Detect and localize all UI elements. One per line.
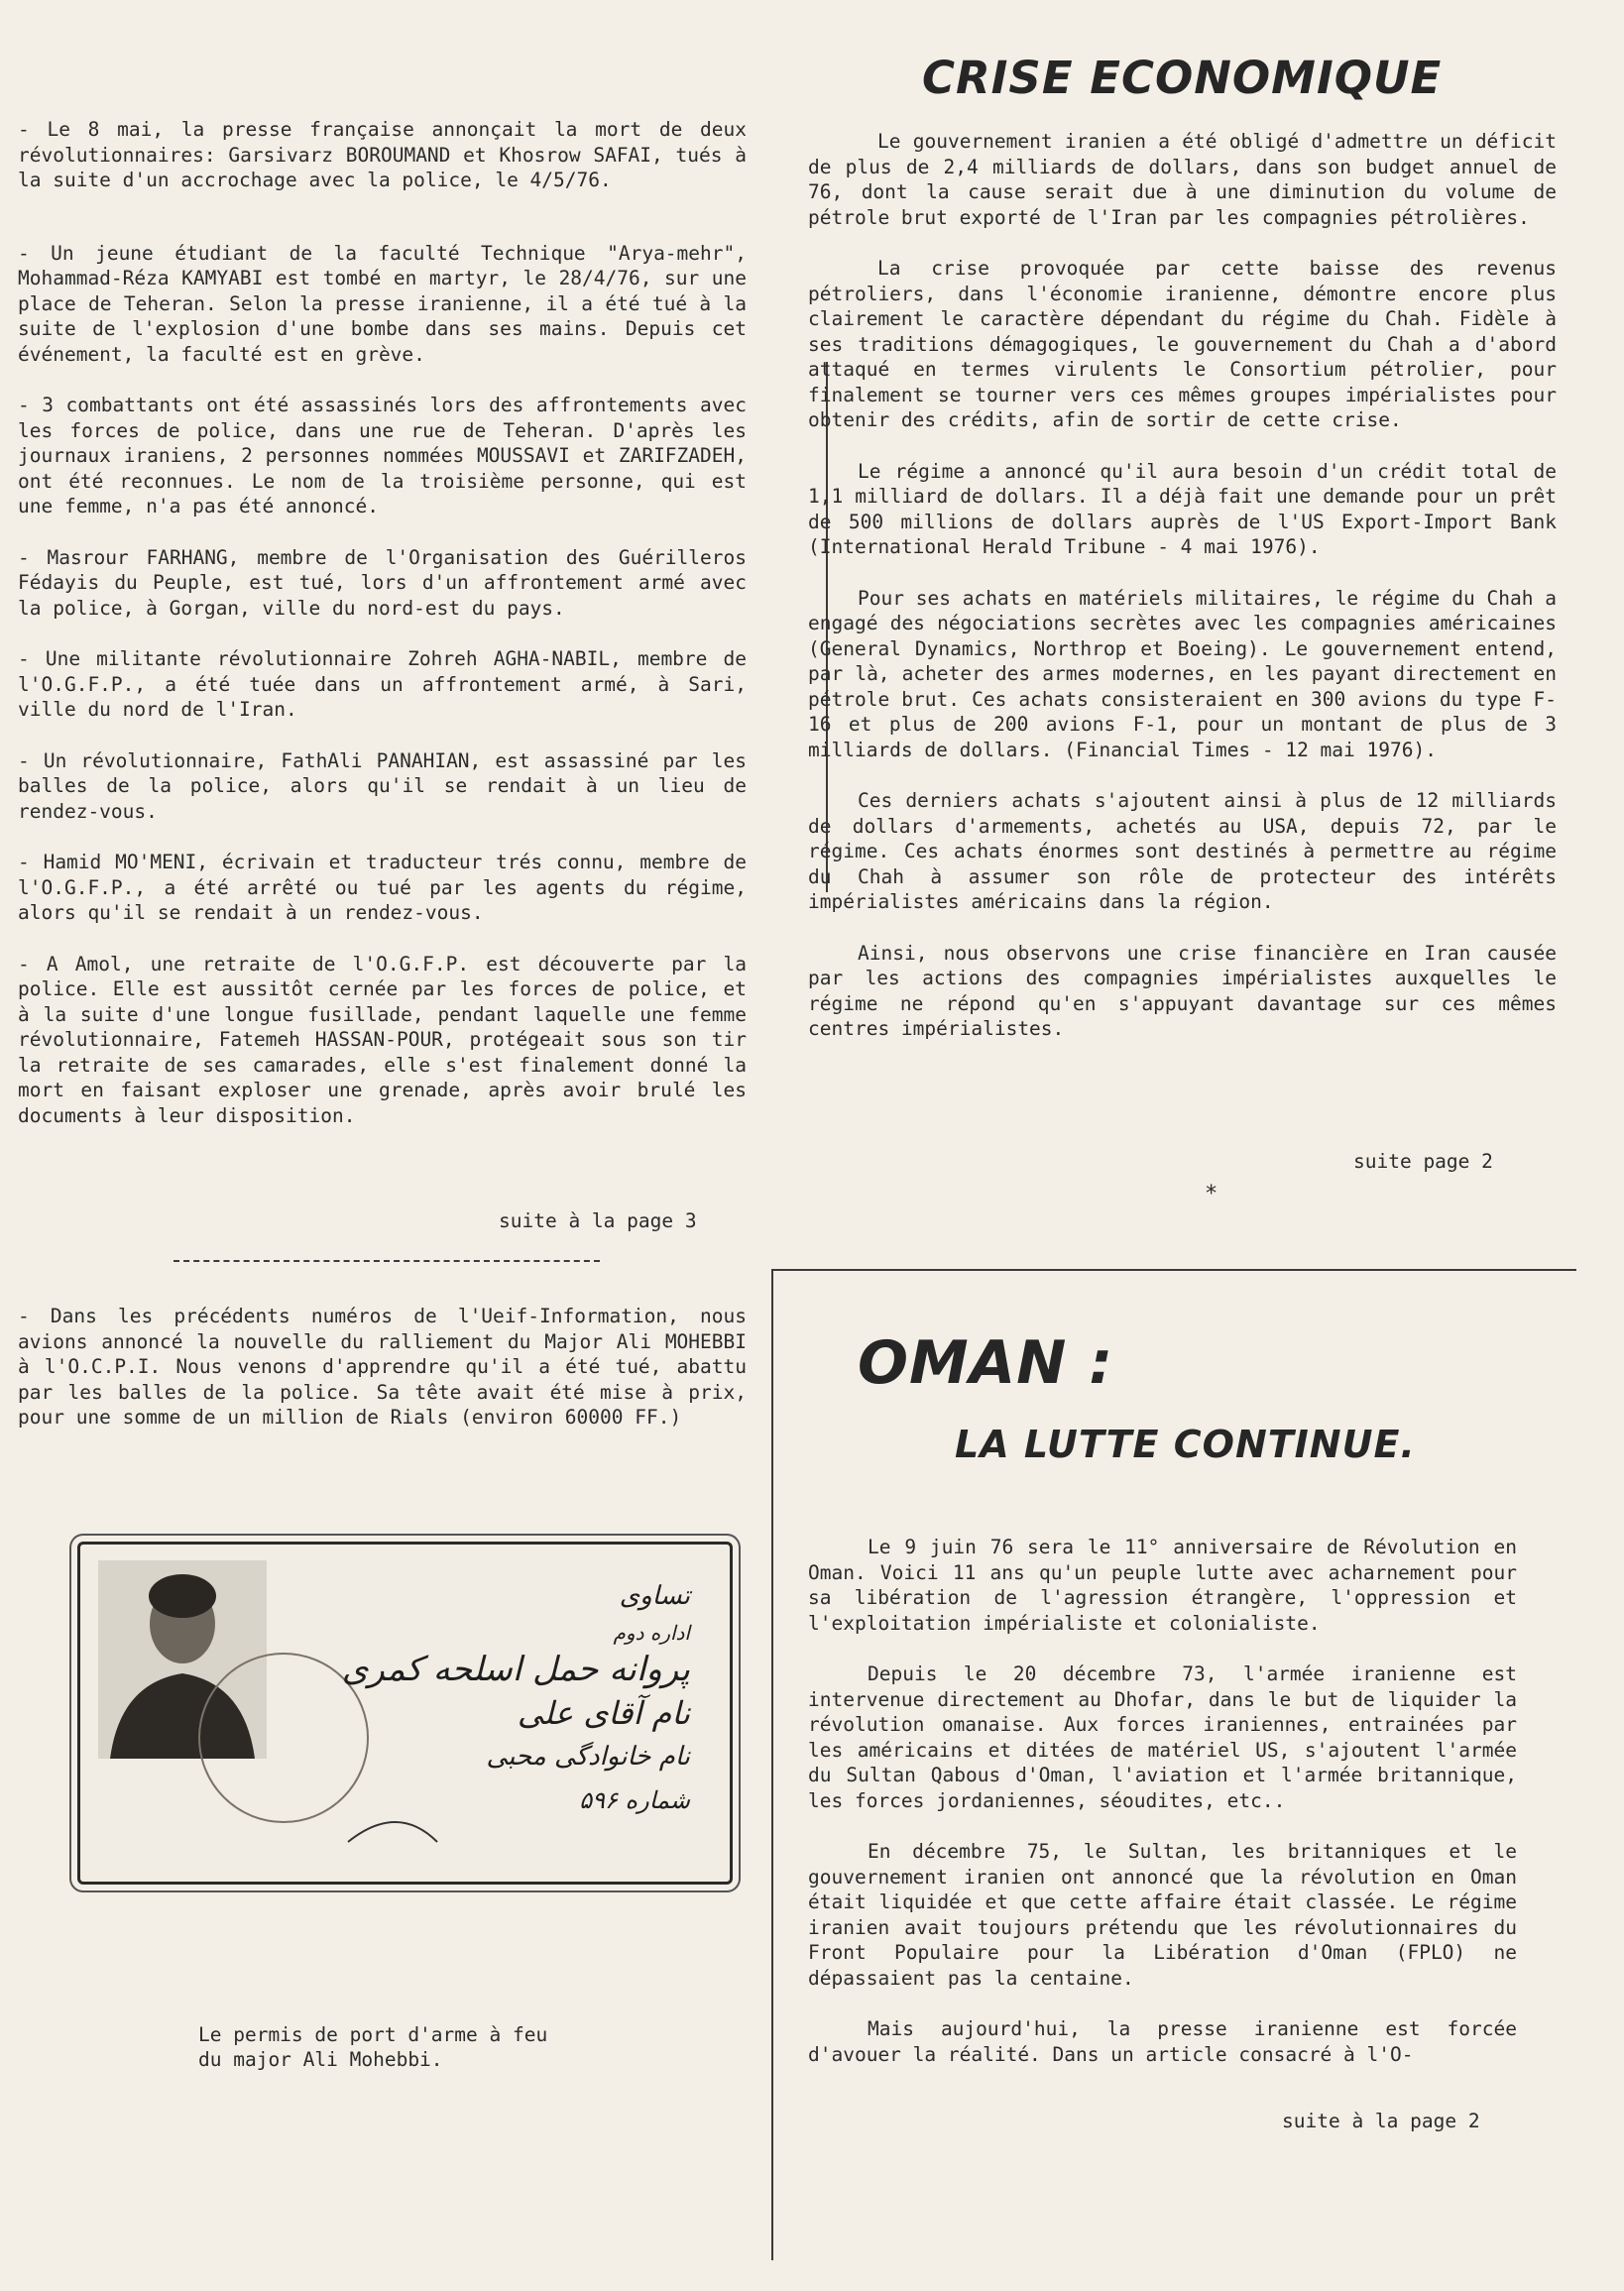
oman-column <box>808 1535 1517 2093</box>
permit-line-3: پروانه حمل اسلحه کمری <box>341 1650 690 1689</box>
news-item-mohebbi: - Dans les précédents numéros de l'Ueif-Information, nous avions annoncé la nouvelle du ralliement du Major Ali MOHEBBI à l'O.C.P.I. Nous venons d'apprendre qu'il a été tué, abattu par les balles de la police. Sa tête avait été mise à prix, pour une somme de un million de Rials (environ 60000 FF.) <box>18 1305 747 1429</box>
crise-column <box>808 129 1557 1068</box>
crise-paragraph-5: Ces derniers achats s'ajoutent ainsi à plus de 12 milliards de dollars d'armements, achetés au USA, depuis 72, par le régime. Ces achats énormes sont destinés à permettre au régime du Chah à assumer son rôle de protecteur des intérêts impérialistes américains dans la région. <box>808 789 1557 913</box>
news-item-amol: - A Amol, une retraite de l'O.G.F.P. est découverte par la police. Elle est aussitôt cernée par les forces de police, et à la suite d'une longue fusillade, pendant laquelle une femme révolutionnaire, Fatemeh HASSAN-POUR, protégeait sous son tir la retraite de ses camarades, elle s'est finalement donné la mort en faisant exploser une grenade, après avoir brulé les documents à leur disposition. <box>18 952 747 1127</box>
crise-economique-title: CRISE ECONOMIQUE <box>922 52 1443 104</box>
oman-paragraph-4: Mais aujourd'hui, la presse iranienne est forcée d'avouer la réalité. Dans un article consacré à l'O- <box>808 2017 1517 2066</box>
oman-paragraph-2: Depuis le 20 décembre 73, l'armée iranienne est intervenue directement au Dhofar, dans le but de liquider la révolution omanaise. Aux forces iraniennes, entrainées par les américains et ditées de matériel US, s'ajoutent l'armée du Sultan Qabous d'Oman, l'aviation et l'armée britannique, les forces jordaniennes, séoudites, etc.. <box>808 1662 1517 1812</box>
permit-line-1: تساوی <box>619 1581 690 1611</box>
section-divider <box>174 1260 600 1262</box>
crise-paragraph-6: Ainsi, nous observons une crise financière en Iran causée par les actions des compagnies impérialistes auxquelles le régime ne répond qu'en s'appuyant davantage sur ces mêmes centres impérialistes. <box>808 941 1557 1040</box>
news-item-farhang: - Masrour FARHANG, membre de l'Organisation des Guérilleros Fédayis du Peuple, est tué, lors d'un affrontement armé avec la police, à Gorgan, ville du nord-est du pays. <box>18 545 747 620</box>
lutte-continue-subtitle: LA LUTTE CONTINUE. <box>955 1423 1416 1466</box>
news-item-agha-nabil: - Une militante révolutionnaire Zohreh AGHA-NABIL, membre de l'O.G.F.P., a été tuée dans un affrontement armé, à Sari, ville du nord de l'Iran. <box>18 647 747 721</box>
continued-page-3: suite à la page 3 <box>499 1209 697 1232</box>
oman-continued-page-2: suite à la page 2 <box>1282 2110 1480 2132</box>
crise-paragraph-3: Le régime a annoncé qu'il aura besoin d'un crédit total de 1,1 milliard de dollars. Il a déjà fait une demande pour un prêt de 500 millions de dollars auprès de l'US Export-Import Bank (International Herald Tribune - 4 mai 1976). <box>808 459 1557 558</box>
oman-box-left <box>771 1269 773 2260</box>
weapon-permit-card <box>77 1542 733 1885</box>
oman-paragraph-1: Le 9 juin 76 sera le 11° anniversaire de Révolution en Oman. Voici 11 ans qu'un peuple lutte avec acharnement pour sa libération de l'agression étrangère, l'oppression et l'exploitation impérialiste et colonialiste. <box>808 1536 1517 1635</box>
permit-line-4: نام آقای علی <box>517 1694 690 1732</box>
continued-page-2: suite page 2 <box>1353 1150 1493 1173</box>
oman-title: OMAN : <box>858 1328 1114 1398</box>
oman-box-top <box>771 1269 1576 1271</box>
crise-paragraph-4: Pour ses achats en matériels militaires, le régime du Chah a engagé des négociations secrètes avec les compagnies américaines (General Dynamics, Northrop et Boeing). Le gouvernement entend, par là, acheter des armes modernes, en les payant directement en pétrole brut. Ces achats consisteraient en 300 avions du type F-16 et plus de 200 avions F-1, pour un montant de plus de 3 milliards de dollars. (Financial Times - 12 mai 1976). <box>808 586 1557 761</box>
news-item-boroumand-safai: - Le 8 mai, la presse française annonçait la mort de deux révolutionnaires: Garsivarz BOROUMAND et Khosrow SAFAI, tués à la suite d'un accrochage avec la police, le 4/5/76. <box>18 118 747 191</box>
crise-paragraph-1: Le gouvernement iranien a été obligé d'admettre un déficit de plus de 2,4 milliards de dollars, dans son budget annuel de 76, dont la cause serait due à une diminution du volume de pétrole brut exporté de l'Iran par les compagnies pétrolières. <box>808 130 1557 229</box>
permit-line-6: شماره ۵۹۶ <box>579 1786 690 1814</box>
news-item-teheran-combatants: - 3 combattants ont été assassinés lors des affrontements avec les forces de police, dans une rue de Teheran. D'après les journaux iraniens, 2 personnes nommées MOUSSAVI et ZARIFZADEH, ont été reconnues. Le nom de la troisième personne, qui est une femme, n'a pas été annoncé. <box>18 394 747 517</box>
left-column <box>18 117 747 1154</box>
news-item-momeni: - Hamid MO'MENI, écrivain et traducteur trés connu, membre de l'O.G.F.P., a été arrêté ou tué par les agents du régime, alors qu'il se rendait à un rendez-vous. <box>18 851 747 924</box>
permit-line-2: اداره دوم <box>613 1621 690 1645</box>
news-item-kamyabi: - Un jeune étudiant de la faculté Technique "Arya-mehr", Mohammad-Réza KAMYABI est tombé en martyr, le 28/4/76, sur une place de Teheran. Selon la presse iranienne, il a été tué à la suite de l'explosion d'une bombe dans ses mains. Depuis cet événement, la faculté est en grève. <box>18 241 747 366</box>
permit-caption: Le permis de port d'arme à feu du major Ali Mohebbi. <box>198 2023 548 2071</box>
crise-paragraph-2: La crise provoquée par cette baisse des revenus pétroliers, dans l'économie iranienne, démontre encore plus clairement le caractère dépendant du régime du Chah. Fidèle à ses traditions démagogiques, le gouvernement du Chah a d'abord attaqué en termes virulents le Consortium pétrolier, pour finalement se tourner vers ces mêmes groupes impérialistes pour obtenir des crédits, afin de sortir de cette crise. <box>808 257 1557 431</box>
news-item-panahian: - Un révolutionnaire, FathAli PANAHIAN, est assassiné par les balles de la police, alors qu'il se rendait à un lieu de rendez-vous. <box>18 748 747 823</box>
oman-paragraph-3: En décembre 75, le Sultan, les britanniques et le gouvernement iranien ont annoncé que la révolution en Oman était liquidée et que cette affaire était classée. Le régime iranien avait toujours prétendu que les révolutionnaires du Front Populaire pour la Libération d'Oman (FPLO) ne dépassaient pas la centaine. <box>808 1840 1517 1990</box>
permit-line-5: نام خانوادگی محبی <box>486 1742 690 1772</box>
separator-star: * <box>1205 1182 1218 1206</box>
